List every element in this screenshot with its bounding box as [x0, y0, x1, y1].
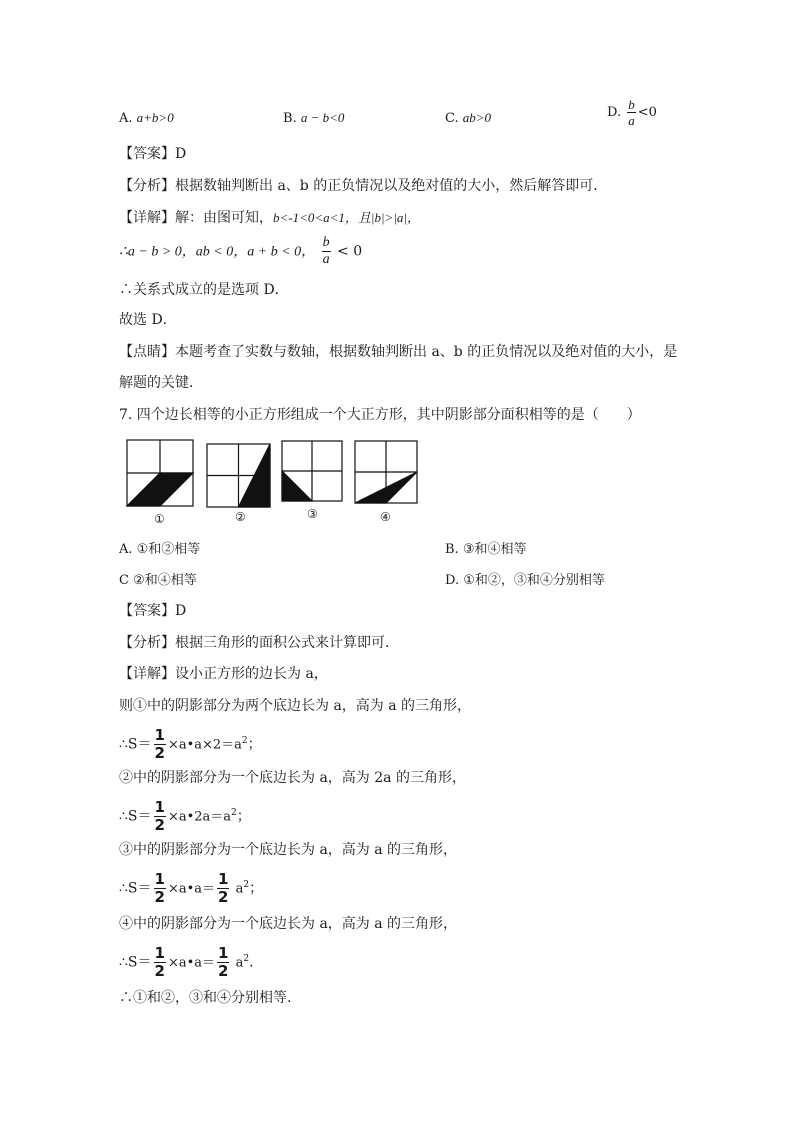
q6-comment-2: 解题的关键．: [119, 375, 203, 391]
fraction-b-over-a-2: $\frac{b}{a}$: [322, 235, 330, 267]
figure-1: [127, 440, 193, 506]
figure-3: [282, 441, 342, 501]
figure-4: [355, 441, 417, 503]
option-c: C. ab>0: [445, 110, 492, 126]
q7-conclusion: ∴①和②，③和④分别相等.: [119, 990, 292, 1006]
fraction-half: $\frac{1}{2}$: [154, 726, 165, 762]
q7-s4-formula: ∴S＝ $\frac{1}{2}$ ×a•a＝ $\frac{1}{2}$ $a^2$.: [119, 944, 254, 980]
option-b: B. a − b<0: [283, 110, 345, 126]
q7-s4-text: ④中的阴影部分为一个底边长为 a，高为 a 的三角形，: [119, 916, 458, 932]
q7-option-a: A. ①和②相等: [119, 542, 201, 557]
figure-label-4: ④: [380, 510, 391, 524]
q6-detail: 【详解】解：由图可知，b<-1<0<a<1，且|b|>|a|，: [119, 210, 420, 226]
fraction-half: $\frac{1}{2}$: [154, 798, 165, 834]
fraction-half: $\frac{1}{2}$: [154, 944, 165, 980]
q6-therefore-2: ∴关系式成立的是选项 D．: [119, 282, 289, 298]
figure-label-2: ②: [235, 510, 246, 524]
q7-s1-text: 则①中的阴影部分为两个底边长为 a，高为 a 的三角形，: [119, 698, 472, 714]
q6-therefore-1: ∴a − b > 0，ab < 0，a + b < 0， $\frac{b}{a}$ < 0: [119, 235, 363, 267]
figure-label-1: ①: [154, 512, 165, 526]
fraction-b-over-a: $\frac{b}{a}$: [628, 97, 635, 128]
q6-analysis: 【分析】根据数轴判断出 a、b 的正负情况以及绝对值的大小，然后解答即可．: [119, 178, 608, 194]
q7-answer: 【答案】D: [119, 603, 187, 619]
figure-2: [207, 444, 270, 507]
q7-option-b: B. ③和④相等: [445, 542, 527, 557]
q6-answer: 【答案】D: [119, 146, 187, 162]
fraction-half: $\frac{1}{2}$: [218, 870, 229, 906]
q7-s3-text: ③中的阴影部分为一个底边长为 a，高为 a 的三角形，: [119, 842, 458, 858]
q6-comment-1: 【点睛】本题考查了实数与数轴，根据数轴判断出 a、b 的正负情况以及绝对值的大小，是: [119, 344, 678, 360]
q6-choose: 故选 D．: [119, 312, 177, 328]
q7-figures: [125, 438, 425, 534]
q7-detail: 【详解】设小正方形的边长为 a，: [119, 666, 328, 682]
q7-s3-formula: ∴S＝ $\frac{1}{2}$ ×a•a＝ $\frac{1}{2}$ $a^2$；: [119, 870, 264, 906]
q7-option-c: C ②和④相等: [119, 573, 197, 588]
option-d: D. $\frac{b}{a}$ <0: [607, 97, 657, 128]
figure-label-3: ③: [307, 507, 318, 521]
fraction-half: $\frac{1}{2}$: [218, 944, 229, 980]
q7-s1-formula: ∴S＝ $\frac{1}{2}$ $\times a•a\times 2=a^2$；: [119, 726, 262, 762]
fraction-half: $\frac{1}{2}$: [154, 870, 165, 906]
q7-s2-formula: ∴S＝ $\frac{1}{2}$ $\times a•2a=a^2$；: [119, 798, 251, 834]
q7-stem: 7. 四个边长相等的小正方形组成一个大正方形，其中阴影部分面积相等的是（ ）: [119, 407, 641, 423]
q7-s2-text: ②中的阴影部分为一个底边长为 a，高为 2a 的三角形，: [119, 770, 466, 786]
q7-analysis: 【分析】根据三角形的面积公式来计算即可．: [119, 635, 399, 651]
q7-option-d: D. ①和②，③和④分别相等: [445, 573, 605, 588]
option-a: A. a+b>0: [119, 110, 174, 126]
